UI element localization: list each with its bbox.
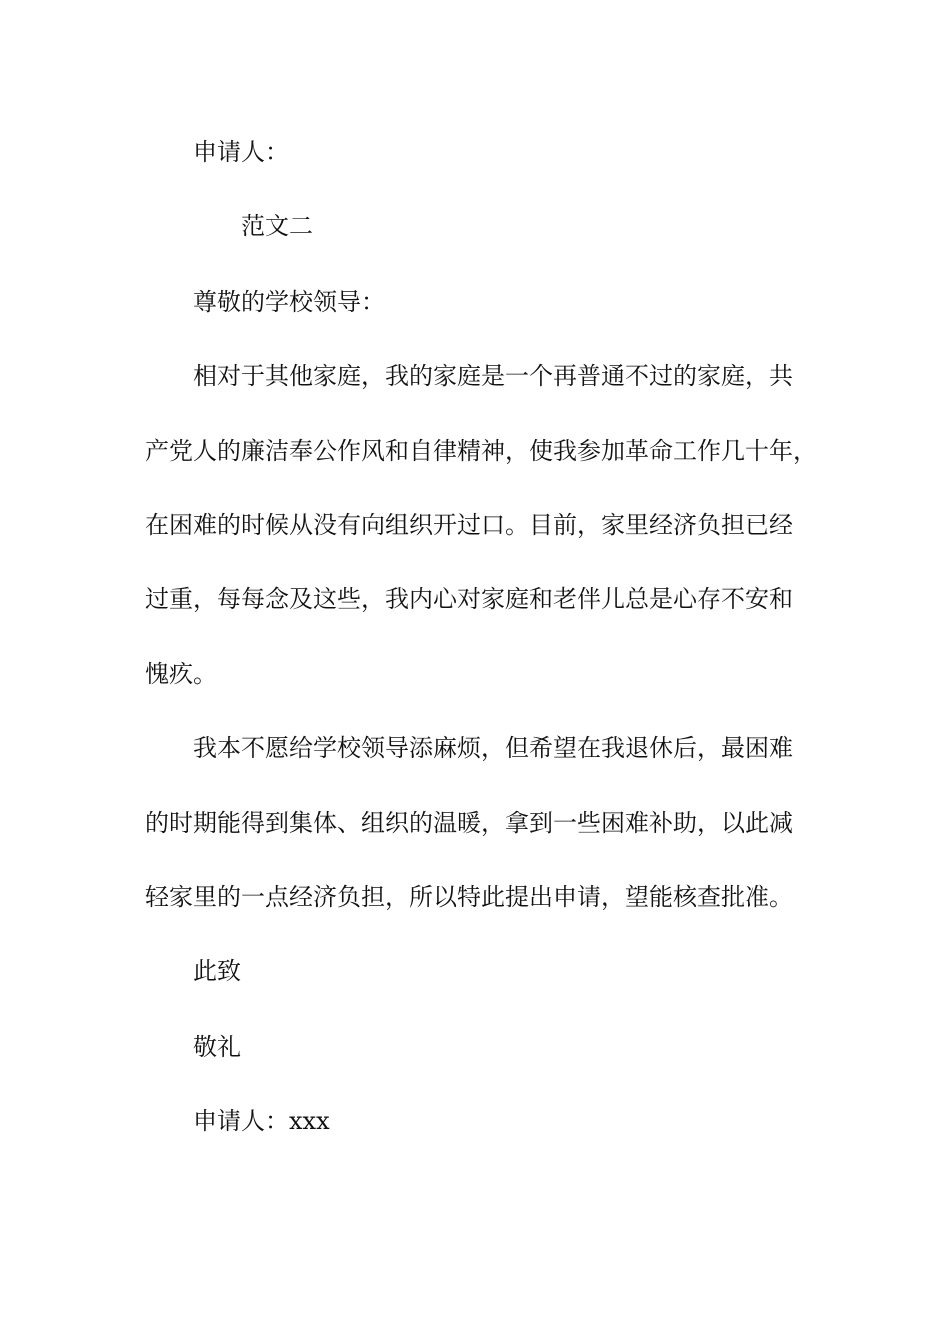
salutation: 尊敬的学校领导： <box>193 288 385 316</box>
closing-cizhi: 此致 <box>193 957 241 985</box>
signature: 申请人：xxx <box>193 1107 330 1135</box>
paragraph1-line4: 过重，每每念及这些，我内心对家庭和老伴儿总是心存不安和 <box>145 585 793 613</box>
paragraph1-line5: 愧疚。 <box>145 660 217 688</box>
section-title: 范文二 <box>241 212 313 240</box>
closing-jingli: 敬礼 <box>193 1033 241 1061</box>
paragraph2-line3: 轻家里的一点经济负担，所以特此提出申请，望能核查批准。 <box>145 883 793 911</box>
paragraph1-line1: 相对于其他家庭，我的家庭是一个再普通不过的家庭，共 <box>193 362 793 390</box>
applicant-label-top: 申请人： <box>193 138 289 166</box>
paragraph1-line2: 产党人的廉洁奉公作风和自律精神，使我参加革命工作几十年， <box>145 437 817 465</box>
paragraph2-line2: 的时期能得到集体、组织的温暖，拿到一些困难补助，以此减 <box>145 809 793 837</box>
paragraph1-line3: 在困难的时候从没有向组织开过口。目前，家里经济负担已经 <box>145 511 793 539</box>
paragraph2-line1: 我本不愿给学校领导添麻烦，但希望在我退休后，最困难 <box>193 734 793 762</box>
